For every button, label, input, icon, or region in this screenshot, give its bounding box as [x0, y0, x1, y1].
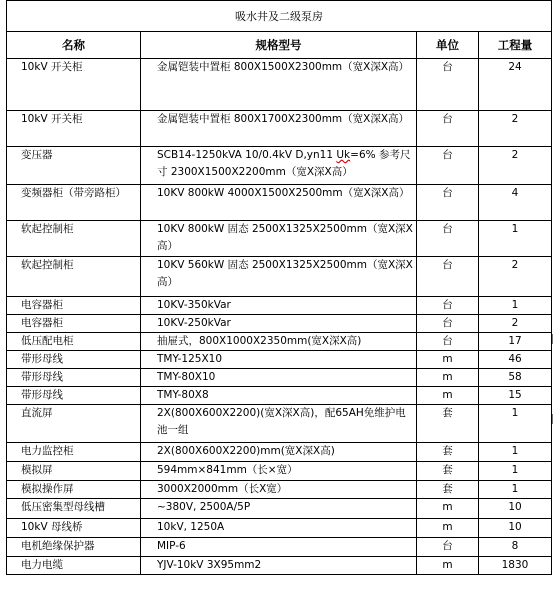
cell-qty: 2	[479, 147, 552, 185]
cell-unit: 台	[417, 147, 479, 185]
cell-name: 变压器	[7, 147, 141, 185]
cell-unit: 台	[417, 333, 479, 351]
cell-unit: 台	[417, 315, 479, 333]
cell-name: 软起控制柜	[7, 221, 141, 257]
cell-qty: 1	[479, 221, 552, 257]
cell-qty: 46	[479, 351, 552, 369]
cell-spec: 10KV-350kVar	[141, 297, 417, 315]
cell-name: 电容器柜	[7, 315, 141, 333]
cell-unit: m	[417, 557, 479, 575]
table-row	[7, 297, 552, 315]
table-row	[7, 111, 552, 147]
table-row	[7, 387, 552, 405]
cell-spec: ~380V, 2500A/5P	[141, 499, 417, 519]
cell-spec: MIP-6	[141, 538, 417, 557]
cell-name: 带形母线	[7, 351, 141, 369]
cell-name: 电机绝缘保护器	[7, 538, 141, 557]
cell-name: 模拟操作屏	[7, 481, 141, 499]
header-qty: 工程量	[479, 32, 552, 59]
cell-unit: 台	[417, 59, 479, 111]
cell-qty: 2	[479, 315, 552, 333]
table-row	[7, 351, 552, 369]
page-edge-marker	[552, 414, 559, 424]
cell-unit: 套	[417, 443, 479, 462]
cell-spec: 10KV 800kW 4000X1500X2500mm（宽X深X高）	[141, 185, 417, 221]
cell-qty: 8	[479, 538, 552, 557]
table-row	[7, 443, 552, 462]
table-row	[7, 538, 552, 557]
cell-unit: 台	[417, 257, 479, 297]
cell-name: 软起控制柜	[7, 257, 141, 297]
cell-qty: 15	[479, 387, 552, 405]
cell-qty: 24	[479, 59, 552, 111]
cell-spec: 金属铠装中置柜 800X1500X2300mm（宽X深X高）	[141, 59, 417, 111]
table-row	[7, 185, 552, 221]
cell-spec: 594mm×841mm（长×宽）	[141, 462, 417, 481]
engineering-quantity-table	[6, 0, 552, 575]
cell-spec: 10KV 560kW 固态 2500X1325X2500mm（宽X深X高）	[141, 257, 417, 297]
cell-name: 直流屏	[7, 405, 141, 443]
cell-name: 变频器柜（带旁路柜）	[7, 185, 141, 221]
table-row	[7, 481, 552, 499]
header-unit: 单位	[417, 32, 479, 59]
cell-spec: TMY-80X10	[141, 369, 417, 387]
cell-name: 10kV 开关柜	[7, 59, 141, 111]
cell-name: 电力电缆	[7, 557, 141, 575]
cell-name: 模拟屏	[7, 462, 141, 481]
cell-spec: 10KV-250kVar	[141, 315, 417, 333]
table-row	[7, 499, 552, 519]
cell-spec: 2X(800X600X2200)(宽X深X高)，配65AH免维护电池一组	[141, 405, 417, 443]
page-edge-marker	[552, 334, 559, 344]
cell-qty: 1	[479, 481, 552, 499]
header-spec: 规格型号	[141, 32, 417, 59]
table-row	[7, 147, 552, 185]
cell-spec	[141, 147, 417, 185]
cell-unit: 台	[417, 185, 479, 221]
cell-qty: 10	[479, 499, 552, 519]
cell-name: 电力监控柜	[7, 443, 141, 462]
cell-qty: 1	[479, 443, 552, 462]
cell-qty: 17	[479, 333, 552, 351]
cell-unit: m	[417, 351, 479, 369]
table-title-row	[7, 1, 552, 32]
cell-spec: 2X(800X600X2200)mm(宽X深X高)	[141, 443, 417, 462]
cell-name: 低压配电柜	[7, 333, 141, 351]
spec-text-start: SCB14-1250kVA 10/0.4kV D,yn11	[157, 149, 337, 161]
cell-spec: 10KV 800kW 固态 2500X1325X2500mm（宽X深X高）	[141, 221, 417, 257]
spec-spellcheck-marked-text: Uk	[336, 149, 351, 161]
cell-qty: 4	[479, 185, 552, 221]
cell-spec: TMY-125X10	[141, 351, 417, 369]
cell-name: 10kV 母线桥	[7, 519, 141, 538]
table-row	[7, 59, 552, 111]
cell-spec: 3000X2000mm（长X宽）	[141, 481, 417, 499]
cell-unit: 台	[417, 538, 479, 557]
cell-spec: YJV-10kV 3X95mm2	[141, 557, 417, 575]
table-row	[7, 257, 552, 297]
cell-spec: TMY-80X8	[141, 387, 417, 405]
cell-spec: 抽屉式，800X1000X2350mm(宽X深X高)	[141, 333, 417, 351]
cell-unit: 套	[417, 481, 479, 499]
cell-spec: 10kV, 1250A	[141, 519, 417, 538]
cell-qty: 1	[479, 297, 552, 315]
cell-unit: 台	[417, 111, 479, 147]
table-row	[7, 315, 552, 333]
table-header-row	[7, 32, 552, 59]
cell-name: 带形母线	[7, 369, 141, 387]
cell-qty: 10	[479, 519, 552, 538]
cell-unit: 台	[417, 297, 479, 315]
cell-qty: 2	[479, 257, 552, 297]
table-row	[7, 557, 552, 575]
table-row	[7, 462, 552, 481]
table-row	[7, 369, 552, 387]
cell-spec: 金属铠装中置柜 800X1700X2300mm（宽X深X高）	[141, 111, 417, 147]
cell-unit: 台	[417, 221, 479, 257]
cell-unit: m	[417, 369, 479, 387]
header-name: 名称	[7, 32, 141, 59]
cell-unit: m	[417, 519, 479, 538]
cell-qty: 1	[479, 462, 552, 481]
cell-qty: 1830	[479, 557, 552, 575]
table-row	[7, 221, 552, 257]
table-title: 吸水井及二级泵房	[7, 1, 552, 32]
spec-text-end: =6% 参考尺寸 2300X1500X2200mm（宽X深X高）	[157, 149, 411, 178]
cell-unit: m	[417, 499, 479, 519]
cell-name: 带形母线	[7, 387, 141, 405]
cell-name: 10kV 开关柜	[7, 111, 141, 147]
cell-unit: m	[417, 387, 479, 405]
cell-qty: 2	[479, 111, 552, 147]
cell-unit: 套	[417, 405, 479, 443]
cell-qty: 58	[479, 369, 552, 387]
table-row	[7, 405, 552, 443]
cell-unit: 套	[417, 462, 479, 481]
cell-name: 电容器柜	[7, 297, 141, 315]
table-row	[7, 333, 552, 351]
cell-name: 低压密集型母线槽	[7, 499, 141, 519]
cell-qty: 1	[479, 405, 552, 443]
table-row	[7, 519, 552, 538]
